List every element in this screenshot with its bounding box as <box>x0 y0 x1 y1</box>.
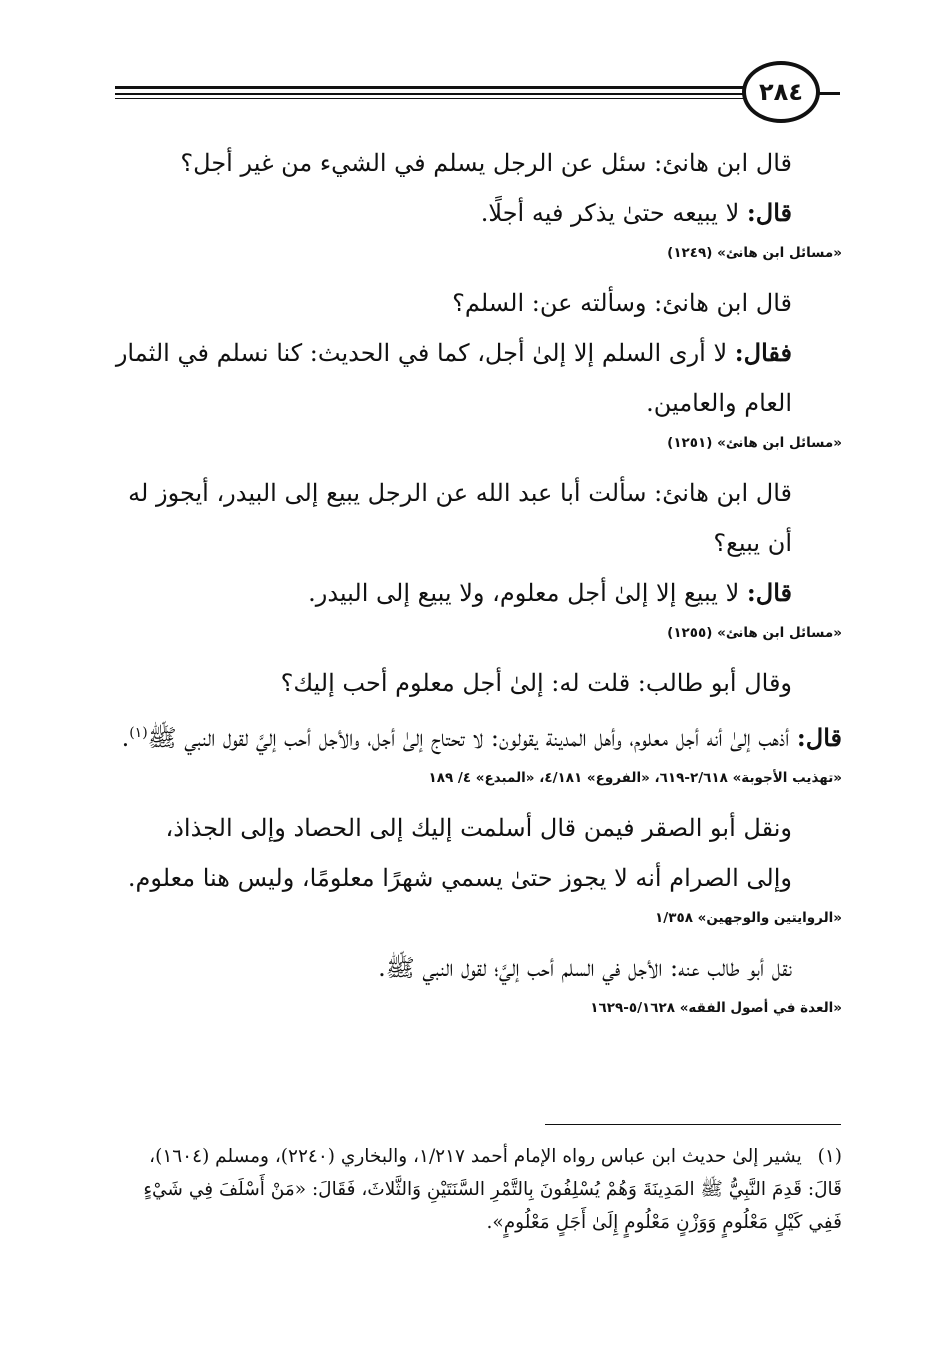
text-block <box>115 658 842 789</box>
paragraph-text: قال ابن هانئ: سئل عن الرجل يسلم في الشيء من غير أجل؟ <box>180 149 792 177</box>
source-citation: «الروايتين والوجهين» ١/٣٥٨ <box>655 910 842 926</box>
footnote <box>115 1140 842 1239</box>
source-citation: «مسائل ابن هانئ» (١٢٥١) <box>667 435 842 451</box>
text-block <box>115 278 842 454</box>
header-rule-middle <box>115 93 746 95</box>
question-paragraph <box>115 943 842 993</box>
source-citation: «مسائل ابن هانئ» (١٢٥٥) <box>667 625 842 641</box>
paragraph-text: لا يبيع إلا إلىٰ أجل معلوم، ولا يبيع إلى البيدر. <box>308 579 747 607</box>
footnote-text: يشير إلىٰ حديث ابن عباس رواه الإمام أحمد ١/٢١٧، والبخاري (٢٢٤٠)، ومسلم (١٦٠٤)، قَالَ: قَدِمَ النَّبِيُّ ﷺ المَدِينَةَ وَهُمْ يُسْلِفُونَ بِالتَّمْرِ السَّنَتَيْنِ وَالثَّلاثَ، فَقَالَ: «مَنْ أَسْلَفَ فِي شَيْءٍ فَفِي كَيْلٍ مَعْلُومٍ وَوَزْنٍ مَعْلُومٍ إِلَىٰ أَجَلٍ مَعْلُومٍ». <box>143 1146 842 1233</box>
paragraph-text: لا أرى السلم إلا إلىٰ أجل، كما في الحديث: كنا نسلم في الثمار العام والعامين. <box>115 339 792 417</box>
footnote-reference: (١) <box>129 725 148 741</box>
text-block <box>115 138 842 264</box>
header-rule-tail <box>818 92 840 95</box>
page-number: ٢٨٤ <box>742 61 820 123</box>
answer-paragraph <box>115 568 842 618</box>
source-citation: «العدة في أصول الفقه» ٥/١٦٢٨-١٦٢٩ <box>590 1000 842 1016</box>
footnote-divider <box>545 1124 841 1125</box>
text-block <box>115 803 842 929</box>
source-citation: «تهذيب الأجوبة» ٢/٦١٨-٦١٩، «الفروع» ٤/١٨١، «المبدع» ٤/ ١٨٩ <box>428 770 842 786</box>
question-paragraph <box>115 278 842 328</box>
footnote-number: (١) <box>817 1146 842 1167</box>
paragraph-text: قال ابن هانئ: سألت أبا عبد الله عن الرجل يبيع إلى البيدر، أيجوز له أن يبيع؟ <box>128 479 792 557</box>
question-paragraph <box>115 658 842 708</box>
source-citation: «مسائل ابن هانئ» (١٢٤٩) <box>667 245 842 261</box>
question-paragraph <box>115 803 842 903</box>
paragraph-lead: قال: <box>746 578 792 607</box>
paragraph-text: نقل أبو طالب عنه: الأجل في السلم أحب إليَّ؛ لقول النبي ﷺ. <box>378 954 792 982</box>
paragraph-lead: قال: <box>746 198 792 227</box>
paragraph-text: قال ابن هانئ: وسألته عن: السلم؟ <box>452 289 792 317</box>
page-body <box>115 138 842 1033</box>
question-paragraph <box>115 468 842 568</box>
paragraph-text: وقال أبو طالب: قلت له: إلىٰ أجل معلوم أحب إليك؟ <box>280 669 792 697</box>
answer-paragraph <box>115 708 842 763</box>
paragraph-text: لا يبيعه حتىٰ يذكر فيه أجلًا. <box>480 199 747 227</box>
paragraph-tail: . <box>121 724 130 752</box>
paragraph-text: أذهب إلىٰ أنه أجل معلوم، وأهل المدينة يقولون: لا تحتاج إلىٰ أجل، والأجل أحب إليَّ لقول النبي ﷺ <box>147 724 797 752</box>
answer-paragraph <box>115 328 842 428</box>
paragraph-lead: فقال: <box>734 338 792 367</box>
text-block <box>115 943 842 1019</box>
paragraph-text: ونقل أبو الصقر فيمن قال أسلمت إليك إلى الحصاد وإلى الجذاذ، وإلى الصرام أنه لا يجوز حتىٰ يسمي شهرًا معلومًا، وليس هنا معلوم. <box>127 814 792 892</box>
header-rule-bottom <box>115 98 746 99</box>
header-rule-top <box>115 86 746 89</box>
question-paragraph <box>115 138 842 188</box>
text-block <box>115 468 842 644</box>
answer-paragraph <box>115 188 842 238</box>
paragraph-lead: قال: <box>796 723 842 752</box>
